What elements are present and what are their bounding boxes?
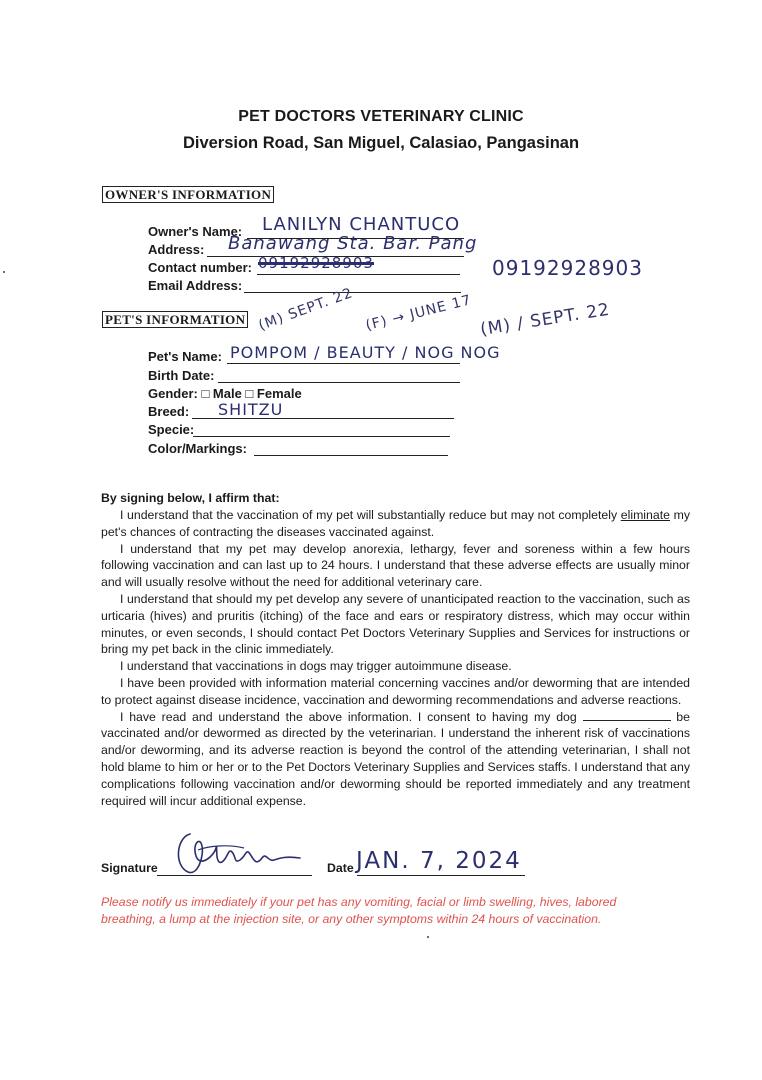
affirmation-lead: By signing below, I affirm that: bbox=[101, 491, 280, 505]
birth-date-line bbox=[218, 382, 460, 383]
pet-name-value: POMPOM / BEAUTY / NOG NOG bbox=[230, 343, 501, 362]
specie-line bbox=[193, 436, 450, 437]
pet-annotation-2: (F) → JUNE 17 bbox=[364, 292, 474, 334]
date-line bbox=[357, 875, 525, 876]
clinic-address: Diversion Road, San Miguel, Calasiao, Pangasinan bbox=[182, 134, 580, 152]
pet-annotation-3: (M) / SEPT. 22 bbox=[478, 299, 612, 340]
clinic-name: PET DOCTORS VETERINARY CLINIC bbox=[238, 108, 524, 125]
p1-underlined: eliminate bbox=[620, 508, 670, 522]
owner-name-value: LANILYN CHANTUCO bbox=[262, 214, 461, 235]
color-markings-line bbox=[254, 455, 448, 456]
dog-name-blank bbox=[583, 710, 671, 721]
specie-label: Specie: bbox=[148, 422, 195, 437]
pet-annotation-1: (M) SEPT. 22 bbox=[256, 285, 356, 334]
affirmation-paragraph-4: I understand that vaccinations in dogs may trigger autoimmune disease. bbox=[120, 659, 512, 674]
p1-text-b: my pet's chances of contracting the diseases vaccinated against. bbox=[101, 508, 691, 539]
gender-label: Gender: □ Male □ Female bbox=[148, 386, 302, 401]
scan-speck bbox=[3, 271, 5, 273]
pet-name-line bbox=[227, 363, 460, 364]
signature-label: Signature bbox=[101, 861, 158, 875]
address-label: Address: bbox=[148, 242, 205, 257]
contact-value-crossed-out: 09192928903 bbox=[258, 254, 374, 272]
contact-value: 09192928903 bbox=[492, 256, 643, 280]
p6-text-a: I have read and understand the above information. I consent to having my dog bbox=[120, 709, 583, 724]
birth-date-label: Birth Date: bbox=[148, 368, 215, 383]
color-markings-label: Color/Markings: bbox=[148, 441, 247, 456]
pet-name-label: Pet's Name: bbox=[148, 349, 222, 364]
affirmation-paragraph-2: I understand that my pet may develop anorexia, lethargy, fever and soreness within a few hours following vaccination and can last up to 24 hours. I understand that these adverse effects are usually minor and will usually resolve without the need for additional veterinary care. bbox=[101, 541, 690, 590]
affirmation-body bbox=[101, 507, 690, 809]
email-label: Email Address: bbox=[148, 278, 243, 293]
scan-speck bbox=[427, 936, 429, 938]
pet-section-title: PET'S INFORMATION bbox=[102, 311, 248, 328]
owner-name-label: Owner's Name: bbox=[148, 224, 243, 239]
owner-section-title: OWNER'S INFORMATION bbox=[102, 186, 274, 203]
date-value: JAN. 7, 2024 bbox=[356, 848, 522, 874]
breed-label: Breed: bbox=[148, 404, 190, 419]
affirmation-paragraph-1 bbox=[101, 507, 690, 541]
affirmation-paragraph-5: I have been provided with information material concerning vaccines and/or deworming that are intended to protect against disease incidence, vaccination and deworming recommendations and adverse reactions. bbox=[101, 675, 690, 707]
handwritten-signature bbox=[168, 826, 308, 878]
breed-value: SHITZU bbox=[218, 400, 284, 419]
vaccination-notice: Please notify us immediately if your pet has any vomiting, facial or limb swelling, hives, labored breathing, a lump at the injection site, or any other symptoms within 24 hours of vaccination. bbox=[101, 895, 617, 926]
affirmation-paragraph-6 bbox=[101, 709, 690, 810]
p1-text-a: I understand that the vaccination of my pet will substantially reduce but may not completely bbox=[120, 508, 621, 522]
p6-text-b: be vaccinated and/or dewormed as directed by the veterinarian. I understand the inherent risk of vaccinations and/or deworming, and its adverse reaction is beyond the control of the attending veterinarian, I shall not hold blame to him or her or to the Pet Doctors Veterinary Supplies and Services staffs. I understand that any complications following vaccination and/or deworming should be reported immediately and any treatment required will incur additional expense. bbox=[101, 709, 690, 808]
contact-line bbox=[257, 274, 460, 275]
contact-label: Contact number: bbox=[148, 260, 252, 275]
address-value: Banawang Sta. Bar. Pang bbox=[228, 233, 478, 254]
affirmation-paragraph-3: I understand that should my pet develop any severe of unanticipated reaction to the vaccination, such as urticaria (hives) and pruritis (itching) of the face and ears or respiratory distress, which may occur within minutes, or even seconds, I should contact Pet Doctors Veterinary Supplies and Services for instructions or bring my pet back in the clinic immediately. bbox=[101, 591, 690, 657]
date-label: Date bbox=[327, 861, 354, 875]
